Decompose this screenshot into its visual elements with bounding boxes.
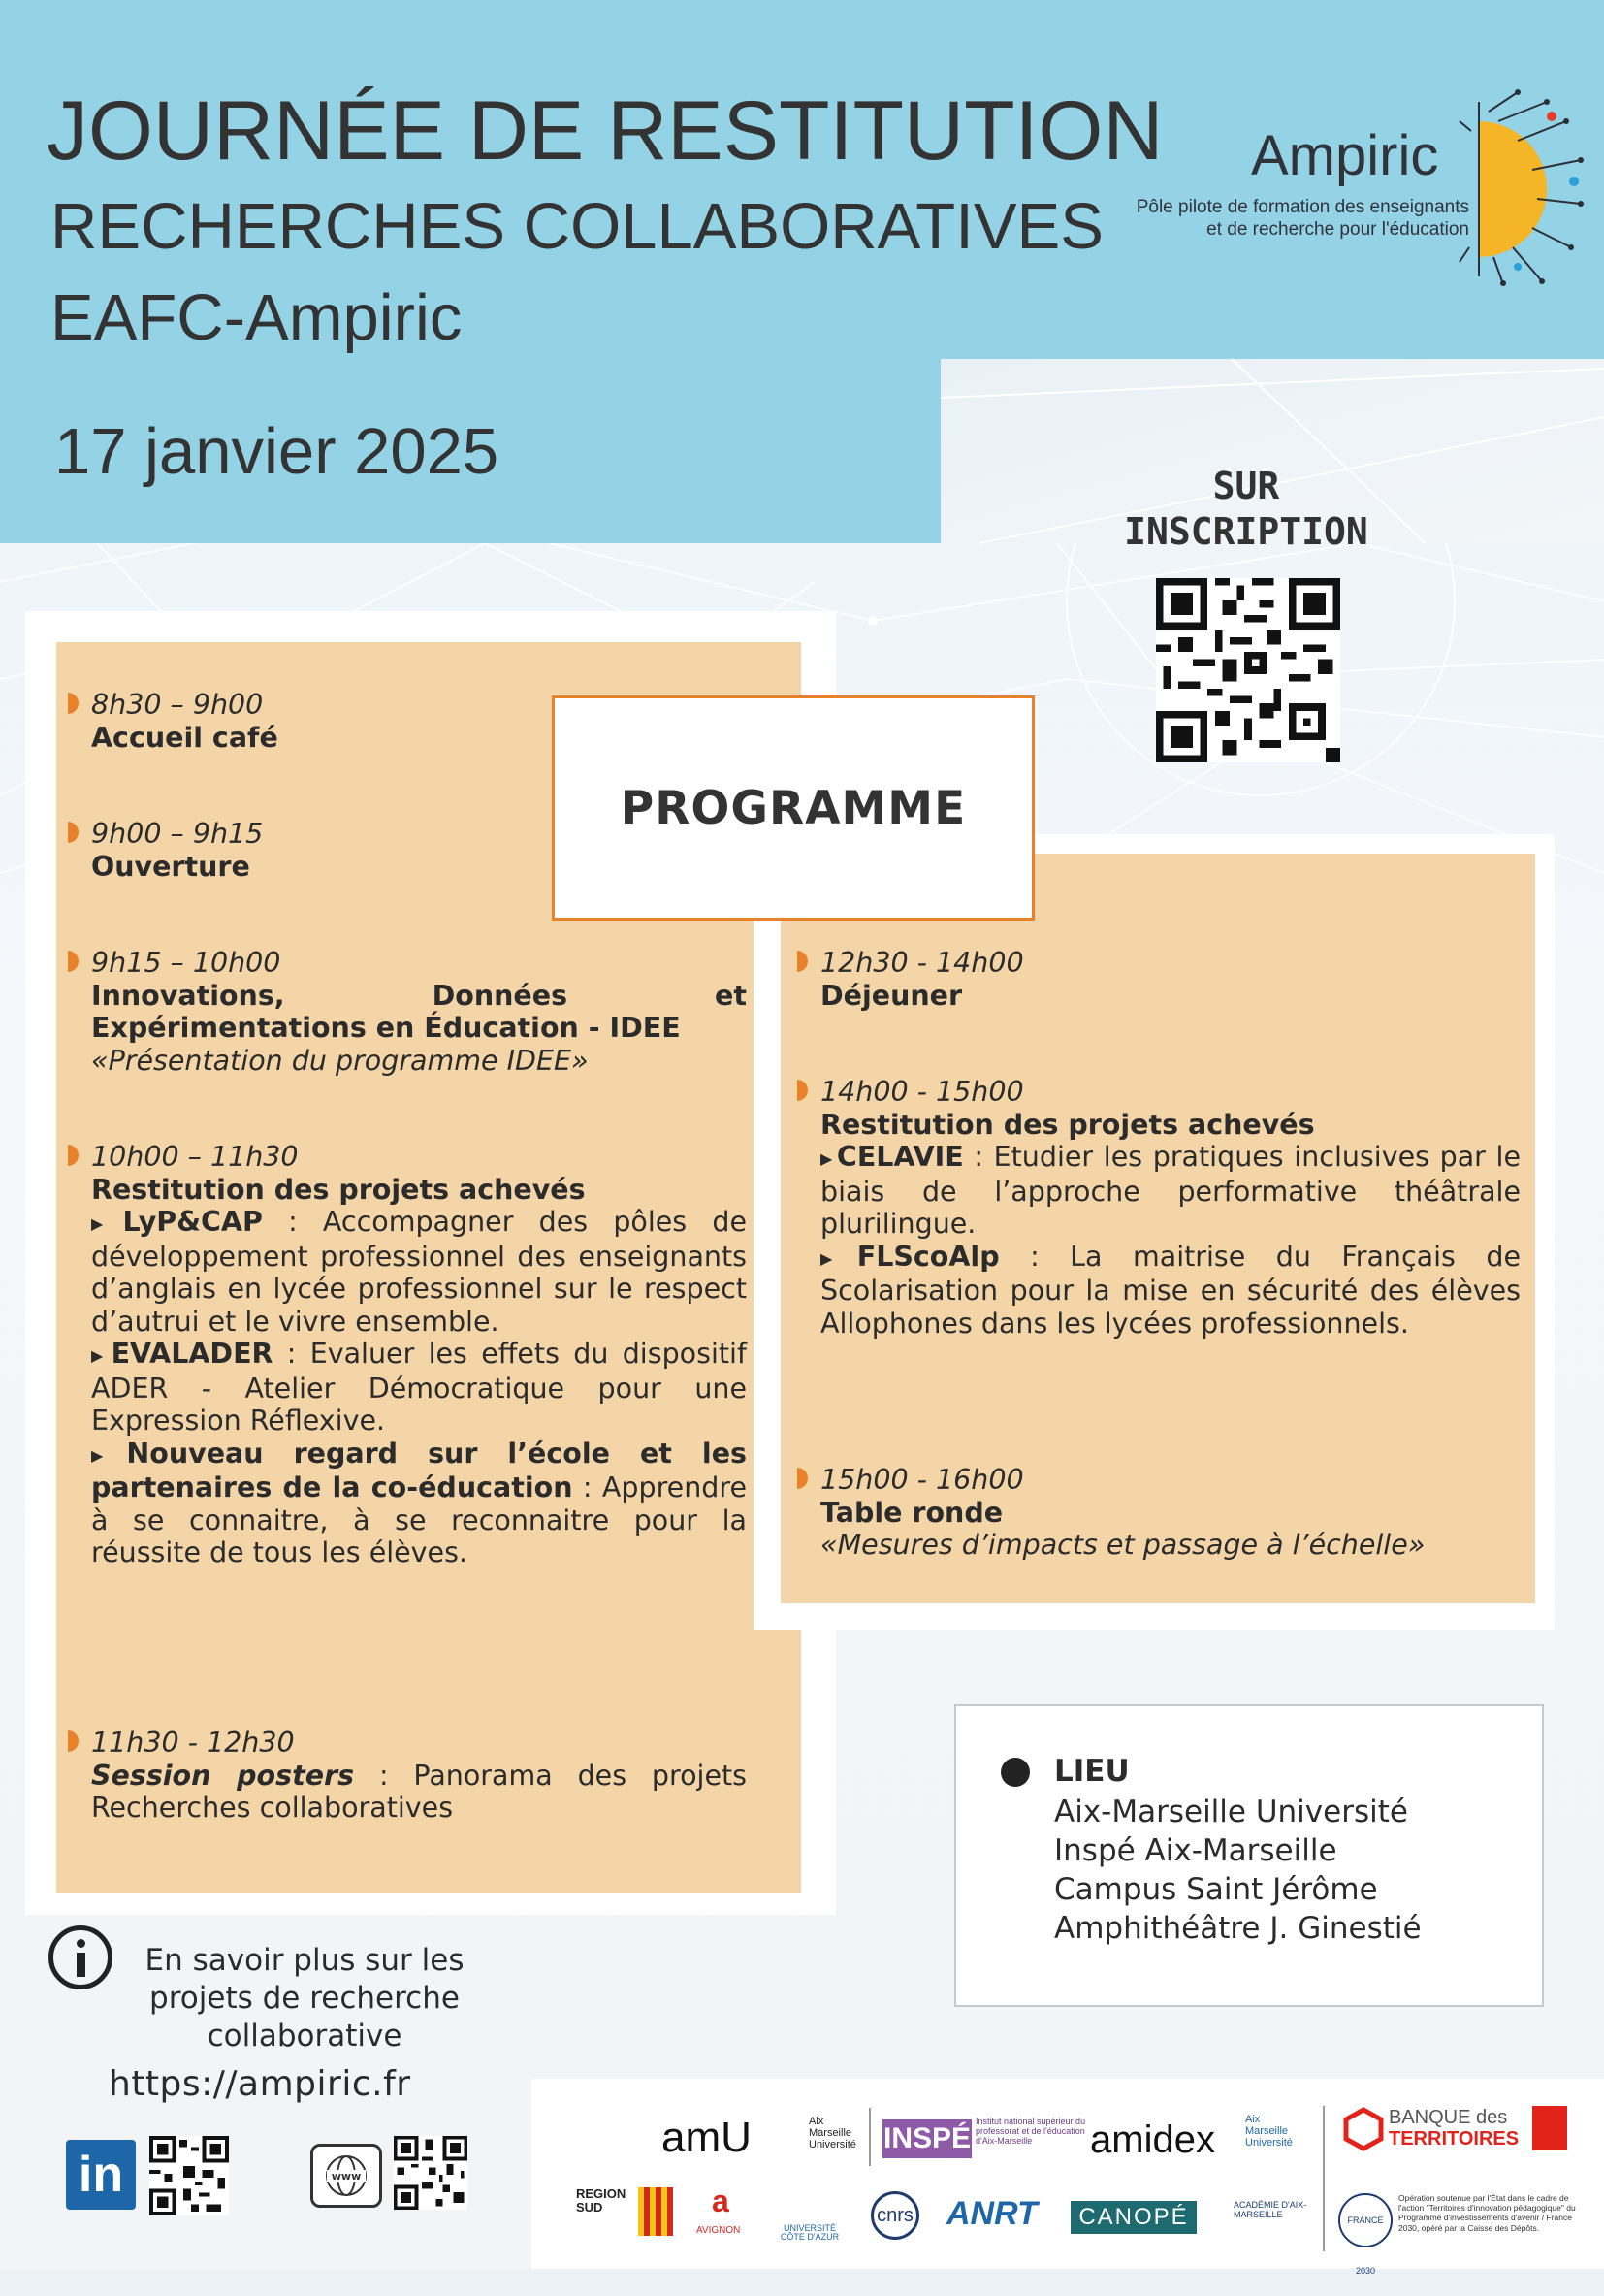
region-sud-flag-icon [638,2187,673,2236]
inspe-logo: INSPÉ [882,2119,972,2158]
amidex-logo: amidex [1090,2118,1215,2161]
inscription-line-2: INSCRIPTION [1124,510,1368,553]
agenda-heading: Accueil café [91,721,278,754]
project-description: : Evaluer les effets du dispositif ADER - Atelier Démocratique pour une Expression Réflexive. [91,1338,747,1437]
more-info-line: projets de recherche [149,1981,460,2016]
avignon-logo: AVIGNON [696,2225,741,2236]
agenda-item [820,947,1521,1012]
orange-bullet-icon [68,693,81,714]
project-name: FLScoAlp [856,1240,1000,1273]
more-info-line: collaborative [207,2019,402,2053]
venue-line: Campus Saint Jérôme [1054,1872,1378,1907]
agenda-item [91,689,751,754]
agenda-heading: Innovations, Données et Expérimentations en Éducation - IDEE [91,979,747,1044]
agenda-heading: Déjeuner [820,979,963,1012]
agenda-time: 10h00 – 11h30 [91,1141,299,1173]
agenda-time: 8h30 – 9h00 [91,689,264,721]
project-description: : Apprendre à se connaitre, à se reconnaitre pour la réussite de tous les élèves. [91,1471,747,1568]
agenda-item [820,1076,1521,1340]
venue-line: Inspé Aix-Marseille [1054,1833,1337,1868]
logo-divider [1323,2106,1325,2251]
project-name: LyP&CAP [122,1206,263,1238]
agenda-item [820,1464,1521,1562]
project-entry [820,1141,1521,1241]
orange-bullet-icon [797,951,811,972]
agenda-time: 9h00 – 9h15 [91,818,264,850]
project-entry [91,1206,747,1338]
banque-territoires-line1: BANQUE des [1389,2107,1508,2128]
amidex-logo-subtitle: Aix Marseille Université [1245,2114,1293,2150]
info-icon [48,1925,112,1989]
agenda-heading: Session posters [91,1759,355,1792]
avignon-logo-mark: a [712,2183,729,2218]
ampiric-logo-name: Ampiric [1251,124,1439,187]
agenda-subtitle: «Mesures d’impacts et passage à l’échelle» [820,1529,1426,1561]
anrt-logo: ANRT [946,2195,1038,2232]
venue-label: LIEU [1054,1754,1130,1789]
triangle-right-icon: ▶ [91,1214,120,1233]
venue-line: Aix-Marseille Université [1054,1795,1408,1829]
project-description: : Etudier les pratiques inclusives par le biais de l’approche performative théâtrale plurilingue. [820,1141,1521,1240]
tagline-line-1: Pôle pilote de formation des enseignants [1136,197,1469,217]
page-subtitle: RECHERCHES COLLABORATIVES [50,190,1104,263]
agenda-item [91,818,751,883]
orange-bullet-icon [68,822,81,843]
linkedin-qr-code[interactable] [149,2136,229,2215]
more-info-text [120,1942,489,2055]
agenda-time: 12h30 - 14h00 [820,947,1024,979]
cote-azur-logo: UNIVERSITÉ CÔTE D'AZUR [780,2223,840,2243]
page-subtitle-org: EAFC-Ampiric [50,281,463,354]
triangle-right-icon: ▶ [91,1346,109,1365]
project-description: : La maitrise du Français de Scolarisation pour la mise en sécurité des élèves Allophones dans les lycées professionnels. [820,1240,1521,1340]
website-link[interactable]: https://ampiric.fr [109,2064,411,2104]
svg-text:www: www [331,2170,362,2183]
caisse-des-depots-icon [1532,2106,1567,2150]
orange-bullet-icon [68,1730,81,1752]
inscription-qr-code[interactable] [1156,578,1340,762]
amu-logo-subtitle: Aix Marseille Université [809,2116,856,2151]
agenda-time: 11h30 - 12h30 [91,1727,295,1759]
banque-territoires-line2: TERRITOIRES [1389,2128,1520,2150]
ampiric-sun-icon [1460,92,1586,286]
amu-logo: amU [661,2114,752,2161]
bullet-dot-icon [1001,1758,1030,1787]
programme-title: PROGRAMME [620,781,967,835]
page-title: JOURNÉE DE RESTITUTION [47,84,1164,178]
venue-line: Amphithéâtre J. Ginestié [1054,1911,1422,1946]
france-2030-logo: FRANCE 2030 [1338,2193,1393,2247]
agenda-item [91,1141,747,1569]
banque-territoires-hexagon-icon [1344,2108,1383,2150]
agenda-heading-line [91,1760,747,1825]
agenda-item [91,947,747,1077]
agenda-heading: Table ronde [820,1496,1004,1529]
globe-www-icon[interactable] [310,2144,382,2208]
agenda-item [91,1727,747,1825]
agenda-description: : Panorama des projets Recherches collaboratives [91,1759,748,1824]
inscription-label [1086,464,1406,555]
agenda-time: 9h15 – 10h00 [91,947,281,979]
project-entry [820,1241,1521,1341]
cnrs-logo: cnrs [871,2191,919,2240]
agenda-heading: Restitution des projets achevés [91,1173,586,1206]
triangle-right-icon: ▶ [91,1445,124,1465]
france-2030-text: Opération soutenue par l'État dans le cadre de l'action "Territoires d'innovation pédagogique" du Programme d'investissements d'avenir / France 2030, opéré par la Caisse des Dépôts. [1398,2193,1576,2233]
orange-bullet-icon [68,1145,81,1166]
tagline-line-2: et de recherche pour l'éducation [1206,219,1469,241]
partners-logo-strip [531,2079,1604,2276]
logo-divider [869,2108,871,2166]
orange-bullet-icon [797,1080,811,1101]
project-name: CELAVIE [836,1141,964,1173]
triangle-right-icon: ▶ [820,1248,854,1268]
project-description: : Accompagner des pôles de développement professionnel des enseignants d’anglais en lycée professionnel sur le respect d’autrui et le vivre ensemble. [91,1206,747,1338]
ampiric-logo-tagline [1115,196,1469,241]
more-info-line: En savoir plus sur les [144,1943,465,1978]
event-date: 17 janvier 2025 [54,415,499,488]
website-qr-code[interactable] [394,2136,467,2210]
region-sud-logo: REGION SUD [576,2186,626,2215]
agenda-heading: Restitution des projets achevés [820,1108,1315,1141]
agenda-heading: Ouverture [91,850,250,883]
academie-logo: ACADÉMIE D'AIX-MARSEILLE [1234,2200,1307,2219]
linkedin-icon[interactable]: in [66,2140,136,2210]
project-name: EVALADER [111,1338,273,1370]
agenda-time: 15h00 - 16h00 [820,1464,1024,1496]
inspe-logo-subtitle: Institut national supérieur du professorat et de l'éducation d'Aix-Marseille [976,2117,1086,2146]
agenda-time: 14h00 - 15h00 [820,1076,1024,1108]
orange-bullet-icon [68,951,81,972]
project-entry [91,1438,747,1569]
project-name: Nouveau regard sur l’école et les partenaires de la co-éducation [91,1437,747,1504]
orange-bullet-icon [797,1468,811,1489]
agenda-subtitle: «Présentation du programme IDEE» [91,1044,589,1077]
inscription-line-1: SUR [1212,465,1280,507]
project-entry [91,1338,747,1438]
canope-logo: CANOPÉ [1071,2201,1197,2234]
triangle-right-icon: ▶ [820,1149,834,1168]
